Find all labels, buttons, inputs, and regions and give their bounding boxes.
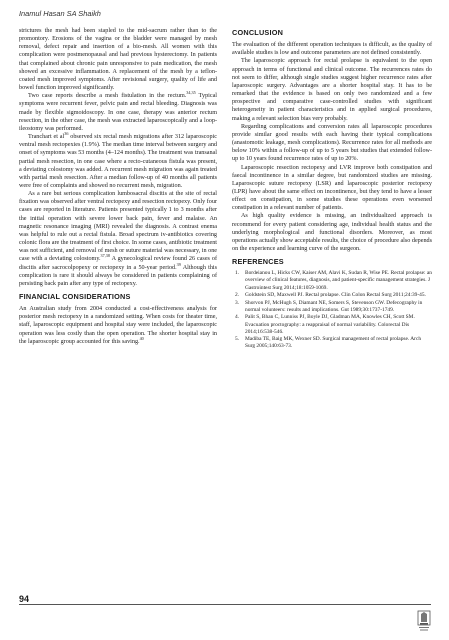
reference-item: 1. Bordeianou L, Hicks CW, Kaiser AM, Alavi K, Sudan R, Wise PE. Rectal prolapse: an overview of clinical features, diagnosis, and patient-specific management strategies. J Gastrointest Surg 2014;18:1059-1069. — [235, 270, 432, 291]
citation-superscript: 36 — [64, 130, 69, 136]
body-paragraph: An Australian study from 2004 conducted a cost-effectiveness analysis for posterior mesh rectopexy in a randomized setting. When costs for theater time, staff, laparoscopic equipment and hospital stay were included, the laparoscopic operation was less costly than the open operation. The shorter hospital stay in the laparoscopic group accounted for this saving.$^{40}$ — [19, 306, 217, 345]
body-paragraph: Two case reports describe a mesh fistulation in the rectum.$^{34,35}$ Typical symptoms were recurrent fever, pelvic pain and rectal bleeding. Diagnosis was made by flexible sigmoidoscopy. In one case, therapy was anterior rectum resection, in the other case, the mesh was extracted laparoscopically and a loop-ileostomy was performed. — [19, 90, 218, 132]
right-column — [232, 27, 432, 351]
body-paragraph: Tranchart et $al^{36}$ observed six rectal mesh migrations after 312 laparoscopic ventral mesh rectopexies (1.9%). The median time interval between surgery and onset of symptoms was 53 months (4–124 months). The treatment was transanal partial mesh resection, in one case where a recto-cutaneous fistula was present, a deviating colostomy was added. A recurrent mesh migration was again treated with partial mesh resection. After a median follow-up of 40 months all patients were free of complaints and showed no recurrent mesh, migration. — [19, 130, 217, 189]
left-column — [19, 27, 217, 346]
reference-item: 3. Shorvon PJ, McHugh S, Diamant NE, Somers S, Stevenson GW. Defecography in normal volunteers: results and implications. Gut 1989;30:1737-1749. — [235, 299, 423, 313]
citation-superscript: 40 — [139, 335, 144, 341]
running-header-author: Inamul Hasan SA Shaikh — [19, 9, 101, 18]
citation-superscript: 39 — [176, 261, 181, 267]
page-number: 94 — [19, 594, 30, 604]
publisher-logo-icon — [417, 610, 431, 632]
citation-superscript: 34,35 — [186, 90, 196, 96]
footer-divider — [19, 604, 431, 605]
body-paragraph: As high quality evidence is missing, an individualized approach is recommend for every patient considering age, individual health status and the underlying morphological and functional disorders. Moreover, as most operations actually show acceptable results, the choice of procedure also depends on the experience and learning curve of the surgeon. — [232, 213, 433, 253]
body-paragraph: Laparoscopic resection rectopexy and LVR improve both constipation and faecal incontinence in a similar degree, but randomized studies are missing. Laparoscopic suture rectopexy (LSR) and laparoscopic posterior rectopexy (LPR) have about the same effect on incontinence, but they tend to have a lesser effect on constipation, in some studies these operations even worsened constipation in a relevant number of patients. — [232, 164, 432, 212]
reference-item: 4. Palit S, Bhan C, Lunniss PJ, Boyle DJ, Gladman MA, Knowles CH, Scott SM. Evacuation proctography: a reappraisal of normal variability. Colorectal Dis 2014;16:538-546. — [235, 314, 415, 335]
reference-item: 5. Madiba TE, Baig MK, Wexner SD. Surgical management of rectal prolapse. Arch Surg 2005;140:63-73. — [235, 336, 422, 350]
body-paragraph: strictures the mesh had been stapled to the mid-sacrum rather than to the promontory. Erosions of the vagina or the bladder were managed by mesh removal, defect repair and insertion of a bio-mesh. All women with this complication were postmenopausal and had previous hysterectomy. In patients that complained about chronic pain unresponsive to pain medication, the mesh showed an excessive inflammation. A replacement of the mesh by a teflon-coated mesh improved symptoms. After revisional surgery, quality of life and bowel function improved significantly. — [19, 28, 217, 92]
reference-item: 2. Goldstein SD, Maxwell PJ. Rectal prolapse. Clin Colon Rectal Surg 2011;24:39-45. — [235, 292, 426, 299]
body-paragraph: Regarding complications and conversion rates all laparoscopic procedures provide similar good results with each having their typical complications (anastomotic leakage, mesh complications). Recurrence rates for all methods are below 10% within a follow-up of up to 5 years but studies that extended follow-up to 10 years found recurrence rates of up to 20%. — [232, 123, 432, 163]
reference-list — [232, 270, 432, 350]
conclusion-heading: CONCLUSION — [232, 28, 284, 37]
references-heading: REFERENCES — [232, 257, 284, 267]
body-paragraph: The evaluation of the different operation techniques is difficult, as the quality of available studies is low and outcome parameters are not defined consistently. — [232, 42, 432, 57]
body-paragraph: The laparoscopic approach for rectal prolapse is equivalent to the open approach in terms of functional and clinical outcome. The recurrences rates do not seem to differ, although single studies suggest higher recurrence rates after laparoscopic surgery. Advantages are a shorter hospital stay. It has to be remarked that the evidence is based on only two randomized and a few prospective and comparative case-controlled studies with significant heterogeneity in patient characteristics and in applied surgical procedures, making a relevant selection bias very probably. — [232, 58, 432, 122]
citation-superscript: 37,38 — [100, 253, 110, 259]
body-paragraph: As a rare but serious complication lumbosacral discitis at the site of rectal fixation was observed after ventral rectopexy and resection rectopexy. Only four cases are reported in literature. Patients presented typically 1 to 3 months after the initial operation with severe lower back pain, fever and malaise. An magnetic resonance imaging (MRI) revealed the diagnosis. A contrast enema was helpful to rule out a rectal fistula. Broad spectrum iv-antibiotics covering colonic flora are the treatment of first choice. In some cases, antibiotic treatment was not sufficient, and removal of mesh or suture material was necessary, in one case with a deviating colostomy.$^{37,38}$ A gynecological review found 26 cases of discitis after sacrocolpopexy or rectopexy in a 50-year period.$^{39}$ Although this complication is rare it should always be considered in patients complaining of persisting back pain after any type of rectopexy. — [19, 191, 217, 287]
financial-considerations-heading: FINANCIAL CONSIDERATIONS — [19, 292, 131, 301]
